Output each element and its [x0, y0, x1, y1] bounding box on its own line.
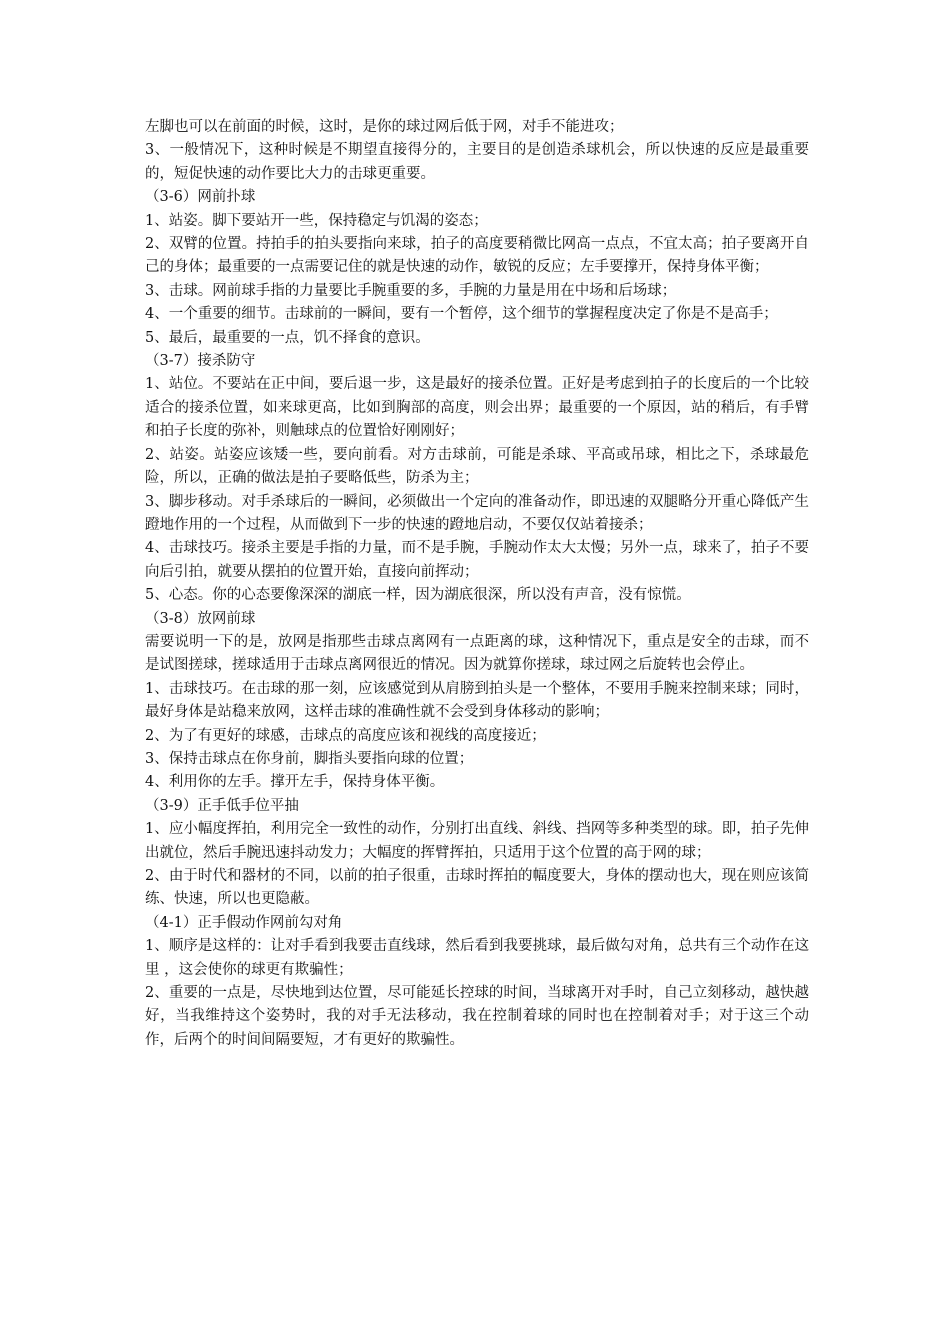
- paragraph: 1、站姿。脚下要站开一些，保持稳定与饥渴的姿态；: [145, 212, 488, 229]
- section-heading-3-6: （3-6）网前扑球: [145, 189, 256, 206]
- document-body: [145, 116, 809, 1052]
- paragraph: 需要说明一下的是，放网是指那些击球点离网有一点距离的球，这种情况下，重点是安全的击球，而不是试图搓球，搓球适用于击球点离网很近的情况。因为就算你搓球，球过网之后旋转也会停止。: [145, 633, 809, 674]
- section-heading-3-9: （3-9）正手低手位平抽: [145, 797, 299, 814]
- paragraph: 4、利用你的左手。撑开左手，保持身体平衡。: [145, 774, 445, 791]
- paragraph: 4、击球技巧。接杀主要是手指的力量，而不是手腕，手腕动作太大太慢；另外一点，球来了，拍子不要向后引拍，就要从摆拍的位置开始，直接向前挥动；: [145, 540, 809, 580]
- paragraph: 3、击球。网前球手指的力量要比手腕重要的多，手腕的力量是用在中场和后场球；: [145, 282, 677, 299]
- paragraph: 3、脚步移动。对手杀球后的一瞬间，必须做出一个定向的准备动作，即迅速的双腿略分开重心降低产生蹬地作用的一个过程，从而做到下一步的快速的蹬地启动，不要仅仅站着接杀；: [145, 493, 809, 533]
- section-heading-3-7: （3-7）接杀防守: [145, 353, 256, 370]
- paragraph: 1、顺序是这样的：让对手看到我要击直线球，然后看到我要挑球，最后做勾对角，总共有三个动作在这里 ，这会使你的球更有欺骗性；: [145, 938, 809, 978]
- paragraph: 3、一般情况下，这种时候是不期望直接得分的，主要目的是创造杀球机会，所以快速的反应是最重要的，短促快速的动作要比大力的击球更重要。: [145, 142, 809, 182]
- paragraph-continued: 左脚也可以在前面的时候，这时，是你的球过网后低于网，对手不能进攻；: [145, 119, 624, 135]
- section-heading-3-8: （3-8）放网前球: [145, 610, 256, 627]
- paragraph: 2、为了有更好的球感，击球点的高度应该和视线的高度接近；: [145, 727, 546, 744]
- paragraph: 5、最后，最重要的一点，饥不择食的意识。: [145, 329, 430, 346]
- paragraph: 4、一个重要的细节。击球前的一瞬间，要有一个暂停，这个细节的掌握程度决定了你是不是高手；: [145, 306, 778, 323]
- paragraph: 1、站位。不要站在正中间，要后退一步，这是最好的接杀位置。正好是考虑到拍子的长度后的一个比较适合的接杀位置，如来球更高，比如到胸部的高度，则会出界；最重要的一个原因，站的稍后，有手臂和拍子长度的弥补，则触球点的位置恰好刚刚好；: [145, 376, 809, 440]
- paragraph: 1、应小幅度挥拍，利用完全一致性的动作，分别打出直线、斜线、挡网等多种类型的球。即，拍子先伸出就位，然后手腕迅速抖动发力；大幅度的挥臂挥拍，只适用于这个位置的高于网的球；: [145, 821, 809, 861]
- paragraph: 2、重要的一点是，尽快地到达位置，尽可能延长控球的时间，当球离开对手时，自己立刻移动，越快越好，当我维持这个姿势时，我的对手无法移动，我在控制着球的同时也在控制着对手；对于这三个动作，后两个的时间间隔要短，才有更好的欺骗性。: [145, 985, 809, 1048]
- paragraph: 1、击球技巧。在击球的那一刻，应该感觉到从肩膀到拍头是一个整体，不要用手腕来控制来球；同时，最好身体是站稳来放网，这样击球的准确性就不会受到身体移动的影响；: [145, 680, 809, 721]
- paragraph: 2、站姿。站姿应该矮一些，要向前看。对方击球前，可能是杀球、平高或吊球，相比之下，杀球最危险，所以，正确的做法是拍子要略低些，防杀为主；: [145, 446, 809, 487]
- section-heading-4-1: （4-1）正手假动作网前勾对角: [145, 914, 343, 931]
- paragraph: 5、心态。你的心态要像深深的湖底一样，因为湖底很深，所以没有声音，没有惊慌。: [145, 587, 691, 604]
- paragraph: 2、双臂的位置。持拍手的拍头要指向来球，拍子的高度要稍微比网高一点点，不宜太高；拍子要离开自己的身体；最重要的一点需要记住的就是快速的动作，敏锐的反应；左手要撑开，保持身体平衡；: [145, 236, 809, 276]
- paragraph: 2、由于时代和器材的不同，以前的拍子很重，击球时挥拍的幅度要大，身体的摆动也大，现在则应该简练、快速，所以也更隐蔽。: [145, 868, 809, 908]
- paragraph: 3、保持击球点在你身前，脚指头要指向球的位置；: [145, 750, 474, 767]
